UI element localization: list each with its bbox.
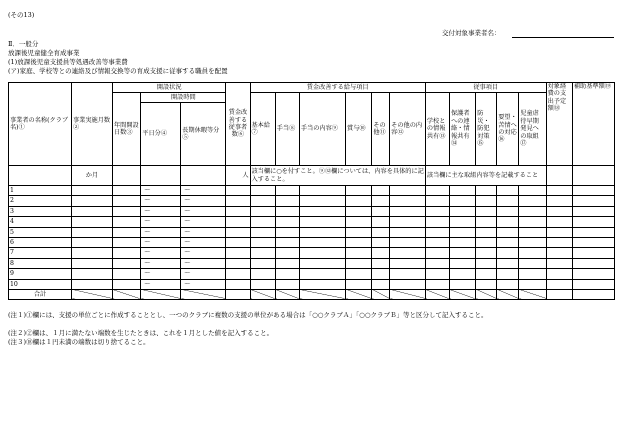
unit-cell-standard (572, 166, 614, 186)
row-number: 2 (9, 196, 72, 206)
cell-staff-count[interactable] (226, 258, 250, 268)
total-other-detail (390, 289, 426, 299)
cell-target-expense[interactable] (546, 227, 572, 237)
cell-months[interactable] (72, 186, 113, 196)
header-staff-count: 賃金改善する従事者数⑥ (226, 83, 250, 166)
cell-holiday-hours[interactable]: ～ (181, 196, 226, 206)
table-row (9, 186, 615, 196)
total-disaster-prevention (476, 289, 497, 299)
cell-disaster-prevention[interactable] (476, 196, 497, 206)
header-target-expense: 対象経費の支出予定額⑱ (546, 83, 572, 166)
cell-abuse-detection[interactable] (519, 269, 546, 279)
cell-bonus[interactable] (346, 227, 372, 237)
cell-annual-days[interactable] (112, 186, 140, 196)
cell-other-detail[interactable] (390, 196, 426, 206)
cell-holiday-hours[interactable]: ～ (181, 186, 226, 196)
form-number: (その13) (8, 11, 35, 19)
cell-base-salary[interactable] (250, 248, 275, 258)
cell-months[interactable] (72, 258, 113, 268)
total-guardian-sharing (449, 289, 475, 299)
cell-weekday-hours[interactable]: ～ (141, 217, 181, 227)
cell-target-expense[interactable] (546, 196, 572, 206)
total-allowance-detail (299, 289, 345, 299)
header-guardian-sharing: 保護者への連絡・情報共有⑭ (449, 93, 475, 166)
cell-standard-amount[interactable] (572, 237, 614, 247)
cell-annual-days[interactable] (112, 269, 140, 279)
cell-target-expense[interactable] (546, 186, 572, 196)
recipient-underline (512, 37, 614, 38)
cell-months[interactable] (72, 196, 113, 206)
cell-holiday-hours[interactable]: ～ (181, 258, 226, 268)
cell-complaint-response[interactable] (497, 279, 519, 289)
cell-guardian-sharing[interactable] (449, 279, 475, 289)
cell-complaint-response[interactable] (497, 217, 519, 227)
cell-allowance-detail[interactable] (299, 227, 345, 237)
cell-guardian-sharing[interactable] (449, 217, 475, 227)
cell-target-expense[interactable] (546, 217, 572, 227)
cell-allowance-detail[interactable] (299, 279, 345, 289)
total-other (372, 289, 390, 299)
table-row (9, 227, 615, 237)
cell-other[interactable] (372, 206, 390, 216)
cell-guardian-sharing[interactable] (449, 237, 475, 247)
header-holiday: 長期休暇等分⑤ (181, 103, 226, 166)
cell-other[interactable] (372, 279, 390, 289)
unit-cell-days (112, 166, 140, 186)
total-bonus (346, 289, 372, 299)
cell-months[interactable] (72, 269, 113, 279)
cell-standard-amount[interactable] (572, 258, 614, 268)
cell-disaster-prevention[interactable] (476, 258, 497, 268)
cell-other-detail[interactable] (390, 217, 426, 227)
cell-bonus[interactable] (346, 237, 372, 247)
cell-annual-days[interactable] (112, 196, 140, 206)
header-other: その他⑪ (372, 93, 390, 166)
cell-staff-count[interactable] (226, 217, 250, 227)
note-1: (注１)①欄には、支援の単位ごとに作成することとし、一つのクラブに複数の支援の単位がある場合は「○○クラブＡ」「○○クラブＢ」等と区分して記入すること。 (8, 311, 488, 319)
row-number: 5 (9, 227, 72, 237)
cell-base-salary[interactable] (250, 258, 275, 268)
cell-guardian-sharing[interactable] (449, 258, 475, 268)
row-number: 10 (9, 279, 72, 289)
cell-allowance[interactable] (275, 258, 299, 268)
cell-disaster-prevention[interactable] (476, 227, 497, 237)
total-base-salary (250, 289, 275, 299)
cell-school-sharing[interactable] (425, 248, 449, 258)
cell-school-sharing[interactable] (425, 186, 449, 196)
cell-months[interactable] (72, 279, 113, 289)
total-staff-count[interactable] (226, 289, 250, 299)
header-club-name: 事業者の名称(クラブ名)① (9, 83, 72, 166)
cell-holiday-hours[interactable]: ～ (181, 227, 226, 237)
cell-abuse-detection[interactable] (519, 217, 546, 227)
table-row (9, 269, 615, 279)
header-allowance-detail: 手当の内容⑨ (299, 93, 345, 166)
cell-other-detail[interactable] (390, 227, 426, 237)
cell-disaster-prevention[interactable] (476, 186, 497, 196)
header-wage-items: 賃金改善する給与項目 (250, 83, 425, 93)
table-row (9, 279, 615, 289)
cell-staff-count[interactable] (226, 248, 250, 258)
unit-cell-name (9, 166, 72, 186)
total-holiday-hours (181, 289, 226, 299)
cell-standard-amount[interactable] (572, 206, 614, 216)
cell-standard-amount[interactable] (572, 196, 614, 206)
cell-weekday-hours[interactable]: ～ (141, 206, 181, 216)
total-weekday-hours (141, 289, 181, 299)
cell-school-sharing[interactable] (425, 206, 449, 216)
section-title: Ⅱ．一般分 (8, 40, 39, 48)
total-target-expense[interactable] (546, 289, 572, 299)
cell-target-expense[interactable] (546, 258, 572, 268)
cell-other[interactable] (372, 227, 390, 237)
cell-annual-days[interactable] (112, 227, 140, 237)
total-club-name: 合計 (9, 289, 72, 299)
cell-weekday-hours[interactable]: ～ (141, 196, 181, 206)
cell-allowance[interactable] (275, 206, 299, 216)
row-number: 9 (9, 269, 72, 279)
cell-target-expense[interactable] (546, 248, 572, 258)
cell-allowance-detail[interactable] (299, 186, 345, 196)
cell-allowance[interactable] (275, 279, 299, 289)
row-number: 8 (9, 258, 72, 268)
cell-bonus[interactable] (346, 248, 372, 258)
cell-annual-days[interactable] (112, 217, 140, 227)
cell-weekday-hours[interactable]: ～ (141, 186, 181, 196)
cell-disaster-prevention[interactable] (476, 237, 497, 247)
cell-weekday-hours[interactable]: ～ (141, 227, 181, 237)
cell-target-expense[interactable] (546, 269, 572, 279)
cell-allowance[interactable] (275, 237, 299, 247)
cell-disaster-prevention[interactable] (476, 279, 497, 289)
cell-holiday-hours[interactable]: ～ (181, 217, 226, 227)
cell-bonus[interactable] (346, 258, 372, 268)
total-abuse-detection (519, 289, 546, 299)
unit-cell-weekday (141, 166, 181, 186)
cell-other[interactable] (372, 237, 390, 247)
cell-staff-count[interactable] (226, 227, 250, 237)
cell-holiday-hours[interactable]: ～ (181, 269, 226, 279)
cell-other[interactable] (372, 196, 390, 206)
header-annual-days: 年間開設日数③ (112, 93, 140, 166)
cell-base-salary[interactable] (250, 206, 275, 216)
cell-annual-days[interactable] (112, 258, 140, 268)
cell-allowance-detail[interactable] (299, 269, 345, 279)
cell-standard-amount[interactable] (572, 279, 614, 289)
cell-holiday-hours[interactable]: ～ (181, 248, 226, 258)
table-row (9, 258, 615, 268)
program-title: 放課後児童健全育成事業 (8, 49, 80, 57)
cell-base-salary[interactable] (250, 196, 275, 206)
total-months (72, 289, 113, 299)
cell-school-sharing[interactable] (425, 258, 449, 268)
cell-school-sharing[interactable] (425, 196, 449, 206)
cell-base-salary[interactable] (250, 269, 275, 279)
cell-guardian-sharing[interactable] (449, 206, 475, 216)
cell-guardian-sharing[interactable] (449, 269, 475, 279)
cell-weekday-hours[interactable]: ～ (141, 269, 181, 279)
note-3: (注３)⑱欄は１円未満の端数は切り捨てること。 (8, 338, 150, 346)
recipient-label: 交付対象事業者名： (442, 29, 501, 37)
header-disaster-prevention: 防災・防犯対策⑮ (476, 93, 497, 166)
total-allowance (275, 289, 299, 299)
cell-allowance-detail[interactable] (299, 217, 345, 227)
cell-annual-days[interactable] (112, 237, 140, 247)
cell-abuse-detection[interactable] (519, 227, 546, 237)
header-complaint-response: 要望・苦情への対応⑯ (497, 93, 519, 166)
table-row (9, 196, 615, 206)
cell-months[interactable] (72, 217, 113, 227)
cell-abuse-detection[interactable] (519, 206, 546, 216)
cell-bonus[interactable] (346, 269, 372, 279)
cell-other[interactable] (372, 258, 390, 268)
item-title: (ア)家庭、学校等との連絡及び情報交換等の育成支援に従事する職員を配置 (8, 67, 228, 75)
header-base-salary: 基本給⑦ (250, 93, 275, 166)
header-opening-status: 開設状況 (112, 83, 225, 93)
cell-abuse-detection[interactable] (519, 186, 546, 196)
cell-bonus[interactable] (346, 186, 372, 196)
note-wage-items: 該当欄に○を付すこと。⑨⑫欄については、内容を具体的に記入すること。 (250, 166, 425, 186)
cell-months[interactable] (72, 237, 113, 247)
cell-bonus[interactable] (346, 206, 372, 216)
cell-bonus[interactable] (346, 279, 372, 289)
cell-complaint-response[interactable] (497, 269, 519, 279)
total-annual-days (112, 289, 140, 299)
cell-guardian-sharing[interactable] (449, 227, 475, 237)
unit-cell-holiday (181, 166, 226, 186)
cell-school-sharing[interactable] (425, 237, 449, 247)
cell-annual-days[interactable] (112, 279, 140, 289)
header-months: 事業実施月数② (72, 83, 113, 166)
row-number: 1 (9, 186, 72, 196)
cell-weekday-hours[interactable]: ～ (141, 258, 181, 268)
cell-complaint-response[interactable] (497, 186, 519, 196)
cell-target-expense[interactable] (546, 279, 572, 289)
cell-holiday-hours[interactable]: ～ (181, 279, 226, 289)
cell-target-expense[interactable] (546, 206, 572, 216)
cell-bonus[interactable] (346, 196, 372, 206)
cell-other[interactable] (372, 186, 390, 196)
cell-staff-count[interactable] (226, 206, 250, 216)
cell-standard-amount[interactable] (572, 227, 614, 237)
cell-other-detail[interactable] (390, 206, 426, 216)
cell-disaster-prevention[interactable] (476, 248, 497, 258)
cell-allowance-detail[interactable] (299, 237, 345, 247)
cell-standard-amount[interactable] (572, 248, 614, 258)
cell-allowance[interactable] (275, 269, 299, 279)
table-row (9, 248, 615, 258)
cell-school-sharing[interactable] (425, 227, 449, 237)
table-row (9, 217, 615, 227)
cell-complaint-response[interactable] (497, 258, 519, 268)
cell-base-salary[interactable] (250, 186, 275, 196)
cell-other-detail[interactable] (390, 237, 426, 247)
cell-staff-count[interactable] (226, 279, 250, 289)
subprogram-title: (1)放課後児童支援員等処遇改善等事業費 (8, 58, 128, 66)
cell-weekday-hours[interactable]: ～ (141, 248, 181, 258)
cell-standard-amount[interactable] (572, 186, 614, 196)
cell-months[interactable] (72, 248, 113, 258)
cell-months[interactable] (72, 206, 113, 216)
cell-base-salary[interactable] (250, 237, 275, 247)
cell-other-detail[interactable] (390, 269, 426, 279)
cell-staff-count[interactable] (226, 196, 250, 206)
unit-months: か月 (72, 166, 113, 186)
note-duties: 該当欄に主な取組内容等を記載すること (425, 166, 546, 186)
cell-school-sharing[interactable] (425, 279, 449, 289)
note-2: (注２)②欄は、１月に満たない端数を生じたときは、これを１月とした値を記入すること。 (8, 329, 274, 337)
header-school-sharing: 学校との情報共有⑬ (425, 93, 449, 166)
header-weekday: 平日分④ (141, 103, 181, 166)
cell-abuse-detection[interactable] (519, 258, 546, 268)
header-bonus: 賞与⑩ (346, 93, 372, 166)
cell-disaster-prevention[interactable] (476, 269, 497, 279)
header-other-detail: その他の内容⑫ (390, 93, 426, 166)
cell-base-salary[interactable] (250, 227, 275, 237)
cell-abuse-detection[interactable] (519, 248, 546, 258)
cell-staff-count[interactable] (226, 269, 250, 279)
row-number: 6 (9, 237, 72, 247)
unit-people: 人 (226, 166, 250, 186)
row-number: 7 (9, 248, 72, 258)
cell-base-salary[interactable] (250, 279, 275, 289)
cell-complaint-response[interactable] (497, 196, 519, 206)
cell-bonus[interactable] (346, 217, 372, 227)
cell-staff-count[interactable] (226, 186, 250, 196)
header-abuse-detection: 児童虐待早期発見への取組⑰ (519, 93, 546, 166)
header-duties: 従事項目 (425, 83, 546, 93)
cell-guardian-sharing[interactable] (449, 248, 475, 258)
cell-disaster-prevention[interactable] (476, 217, 497, 227)
cell-abuse-detection[interactable] (519, 237, 546, 247)
form-table (8, 82, 615, 300)
cell-other-detail[interactable] (390, 248, 426, 258)
cell-abuse-detection[interactable] (519, 279, 546, 289)
cell-other[interactable] (372, 217, 390, 227)
cell-complaint-response[interactable] (497, 237, 519, 247)
header-allowance: 手当⑧ (275, 93, 299, 166)
cell-complaint-response[interactable] (497, 206, 519, 216)
cell-allowance[interactable] (275, 196, 299, 206)
cell-standard-amount[interactable] (572, 217, 614, 227)
cell-staff-count[interactable] (226, 237, 250, 247)
cell-standard-amount[interactable] (572, 269, 614, 279)
cell-guardian-sharing[interactable] (449, 186, 475, 196)
cell-holiday-hours[interactable]: ～ (181, 206, 226, 216)
cell-target-expense[interactable] (546, 237, 572, 247)
cell-allowance[interactable] (275, 186, 299, 196)
cell-allowance-detail[interactable] (299, 196, 345, 206)
cell-disaster-prevention[interactable] (476, 206, 497, 216)
cell-base-salary[interactable] (250, 217, 275, 227)
cell-holiday-hours[interactable]: ～ (181, 237, 226, 247)
cell-school-sharing[interactable] (425, 217, 449, 227)
cell-annual-days[interactable] (112, 206, 140, 216)
cell-other[interactable] (372, 269, 390, 279)
cell-other-detail[interactable] (390, 186, 426, 196)
cell-annual-days[interactable] (112, 248, 140, 258)
cell-guardian-sharing[interactable] (449, 196, 475, 206)
cell-school-sharing[interactable] (425, 269, 449, 279)
cell-months[interactable] (72, 227, 113, 237)
cell-other-detail[interactable] (390, 279, 426, 289)
cell-complaint-response[interactable] (497, 227, 519, 237)
cell-other-detail[interactable] (390, 258, 426, 268)
cell-allowance[interactable] (275, 248, 299, 258)
cell-allowance-detail[interactable] (299, 206, 345, 216)
cell-complaint-response[interactable] (497, 248, 519, 258)
cell-allowance[interactable] (275, 227, 299, 237)
header-opening-hours: 開設時間 (141, 93, 226, 103)
cell-weekday-hours[interactable]: ～ (141, 279, 181, 289)
total-row (9, 289, 615, 299)
cell-allowance-detail[interactable] (299, 248, 345, 258)
row-number: 4 (9, 217, 72, 227)
table-row (9, 237, 615, 247)
table-row (9, 206, 615, 216)
unit-cell-target (546, 166, 572, 186)
total-complaint-response (497, 289, 519, 299)
cell-allowance-detail[interactable] (299, 258, 345, 268)
header-standard-amount: 補助基準額⑲ (572, 83, 614, 166)
cell-abuse-detection[interactable] (519, 196, 546, 206)
cell-other[interactable] (372, 248, 390, 258)
cell-weekday-hours[interactable]: ～ (141, 237, 181, 247)
total-standard-amount[interactable] (572, 289, 614, 299)
total-school-sharing (425, 289, 449, 299)
row-number: 3 (9, 206, 72, 216)
cell-allowance[interactable] (275, 217, 299, 227)
